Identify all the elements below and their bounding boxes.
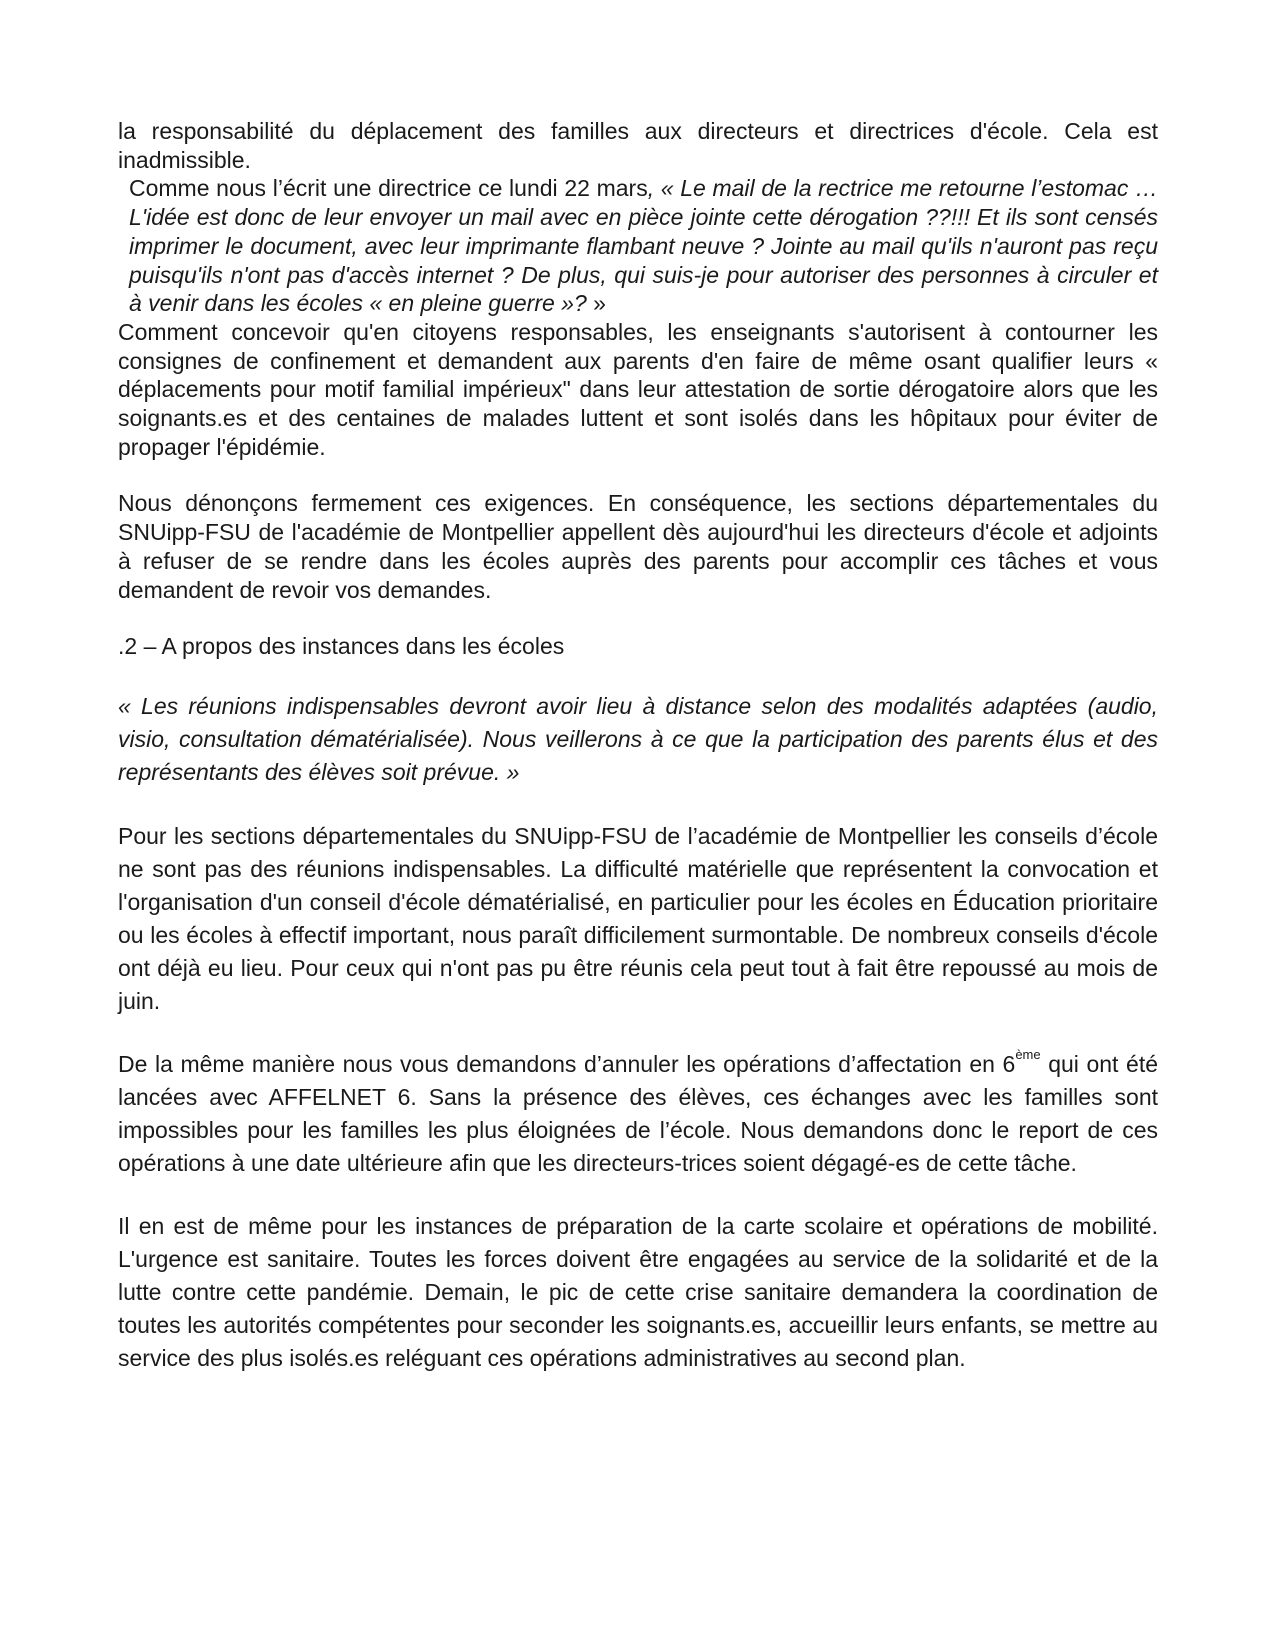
paragraph-inadmissible: la responsabilité du déplacement des familles aux directeurs et directrices d'école. Cela est inadmissible. [118,118,1158,173]
paragraph-directrice-quote [118,174,1158,318]
paragraph-carte-scolaire: Il en est de même pour les instances de préparation de la carte scolaire et opérations de mobilité. L'urgence est sanitaire. Toutes les forces doivent être engagées au service de la solidarité et de la lutte contre cette pandémie. Demain, le pic de cette crise sanitaire demandera la coordination de toutes les autorités compétentes pour seconder les soignants.es, accueillir leurs enfants, se mettre au service des plus isolés.es reléguant ces opérations administratives au second plan. [118,1212,1158,1371]
paragraph-denonciation: Nous dénonçons fermement ces exigences. En conséquence, les sections départementales du SNUipp-FSU de l'académie de Montpellier appellent dès aujourd'hui les directeurs d'école et adjoints à refuser de se rendre dans les écoles auprès des parents pour accomplir ces tâches et vous demandent de revoir vos demandes. [118,490,1158,603]
quote-close: » [586,290,606,317]
affelnet-text-after: qui ont été lancées avec AFFELNET 6. Sans la présence des élèves, ces échanges avec les familles sont impossibles pour les familles les plus éloignées de l’école. Nous demandons donc le report de ces opérations à une date ultérieure afin que les directeurs-trices soient dégagé-es de cette tâche. [118,1050,1158,1176]
quote-intro: Comme nous l’écrit une directrice ce lundi 22 mars [129,175,648,202]
paragraph-comment-concevoir: Comment concevoir qu'en citoyens responsables, les enseignants s'autorisent à contourner les consignes de confinement et demandent aux parents d'en faire de même osant qualifier leurs « déplacements pour motif familial impérieux" dans leur attestation de sortie dérogatoire alors que les soignants.es et des centaines de malades luttent et sont isolés dans les hôpitaux pour éviter de propager l'épidémie. [118,318,1158,460]
quote-italic: , « Le mail de la rectrice me retourne l’estomac …L'idée est donc de leur envoyer un mail avec en pièce jointe cette dérogation ??!!! Et ils sont censés imprimer le document, avec leur imprimante flambant neuve ? Jointe au mail qu'ils n'auront pas reçu puisqu'ils n'ont pas d'accès internet ? De plus, qui suis-je pour autoriser des personnes à circuler et à venir dans les écoles « en pleine guerre »? [129,175,1159,317]
ordinal-superscript: ème [1015,1046,1041,1062]
affelnet-text-before: De la même manière nous vous demandons d’annuler les opérations d’affectation en 6 [118,1050,1016,1077]
paragraph-affelnet [118,1048,1158,1180]
section-heading: .2 – A propos des instances dans les écoles [118,633,565,660]
quoted-instruction: « Les réunions indispensables devront avoir lieu à distance selon des modalités adaptées (audio, visio, consultation dématérialisée). Nous veillerons à ce que la participation des parents élus et des représentants des élèves soit prévue. » [118,692,1158,785]
paragraph-conseils-ecole: Pour les sections départementales du SNUipp-FSU de l’académie de Montpellier les conseils d’école ne sont pas des réunions indispensables. La difficulté matérielle que représentent la convocation et l'organisation d'un conseil d'école dématérialisé, en particulier pour les écoles en Éducation prioritaire ou les écoles à effectif important, nous paraît difficilement surmontable. De nombreux conseils d'école ont déjà eu lieu. Pour ceux qui n'ont pas pu être réunis cela peut tout à fait être repoussé au mois de juin. [118,822,1158,1014]
document-page [118,117,1158,1375]
